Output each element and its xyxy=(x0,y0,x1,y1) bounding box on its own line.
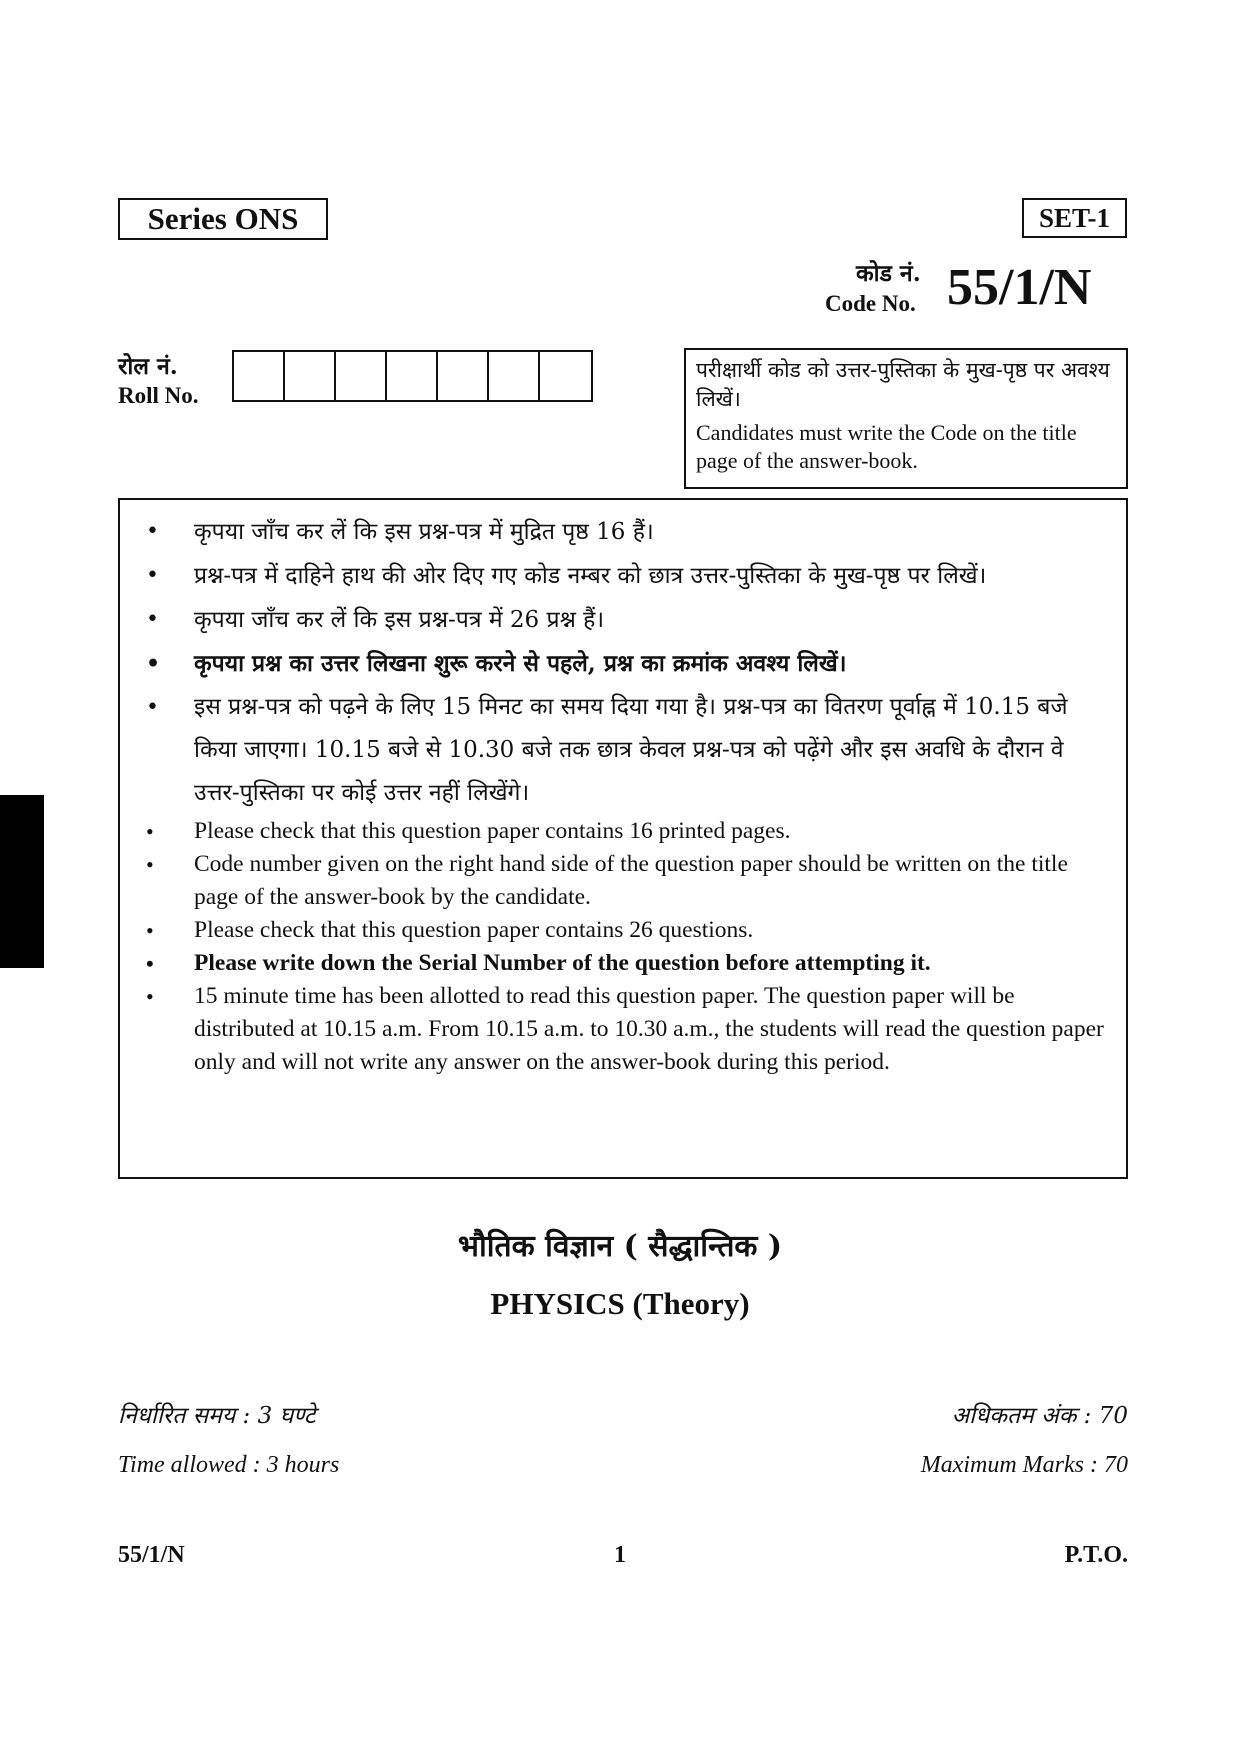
code-number: 55/1/N xyxy=(947,259,1092,316)
instruction-hi-1: • कृपया जाँच कर लें कि इस प्रश्न-पत्र में मुद्रित पृष्ठ 16 हैं। xyxy=(146,519,654,545)
roll-digit-box[interactable] xyxy=(387,352,438,400)
code-label-hindi: कोड नं. xyxy=(856,260,921,287)
instruction-hi-2: • प्रश्न-पत्र में दाहिने हाथ की ओर दिए गए कोड नम्बर को छात्र उत्तर-पुस्तिका के मुख-पृष्ठ पर लिखें। xyxy=(146,563,987,589)
code-note-english: Candidates must write the Code on the title page of the answer-book. xyxy=(696,420,1077,473)
series-label: Series ONS xyxy=(118,198,328,240)
set-label: SET-1 xyxy=(1022,198,1127,238)
instructions-box xyxy=(118,498,1128,1179)
code-instruction-box xyxy=(684,348,1128,489)
side-black-bar xyxy=(0,795,44,968)
instruction-en-1: • Please check that this question paper contains 16 printed pages. xyxy=(146,818,791,844)
roll-digit-box[interactable] xyxy=(336,352,387,400)
max-marks-english: Maximum Marks : 70 xyxy=(920,1452,1128,1478)
subject-title-hindi: भौतिक विज्ञान ( सैद्धान्तिक ) xyxy=(457,1229,783,1264)
page-number: 1 xyxy=(614,1542,626,1568)
time-allowed-english: Time allowed : 3 hours xyxy=(118,1452,340,1478)
instruction-en-3: • Please check that this question paper contains 26 questions. xyxy=(146,917,754,943)
instruction-hi-4: • कृपया प्रश्न का उत्तर लिखना शुरू करने से पहले, प्रश्न का क्रमांक अवश्य लिखें। xyxy=(146,650,847,677)
max-marks-hindi: अधिकतम अंक : 70 xyxy=(951,1403,1128,1429)
code-note-hindi: परीक्षार्थी कोड को उत्तर-पुस्तिका के मुख-पृष्ठ पर अवश्य लिखें। xyxy=(696,358,1110,411)
footer-code: 55/1/N xyxy=(118,1542,185,1568)
roll-digit-box[interactable] xyxy=(285,352,336,400)
roll-number-boxes[interactable] xyxy=(232,350,593,402)
subject-title-english: PHYSICS (Theory) xyxy=(490,1286,750,1321)
roll-label-hindi: रोल नं. xyxy=(118,353,178,380)
instruction-en-5: • 15 minute time has been allotted to read this question paper. The question paper will be distributed at 10.15 a.m. From 10.15 a.m. to 10.30 a.m., the students will read the question paper only and will not write any answer on the answer-book during this period. xyxy=(146,983,1104,1075)
instruction-hi-5: • इस प्रश्न-पत्र को पढ़ने के लिए 15 मिनट का समय दिया गया है। प्रश्न-पत्र का वितरण पूर्वाह्न में 10.15 बजे किया जाएगा। 10.15 बजे से 10.30 बजे तक छात्र केवल प्रश्न-पत्र को पढ़ेंगे और इस अवधि के दौरान वे उत्तर-पुस्तिका पर कोई उत्तर नहीं लिखेंगे। xyxy=(146,694,1068,806)
roll-label-english: Roll No. xyxy=(118,383,199,408)
instruction-en-2: • Code number given on the right hand side of the question paper should be written on the title page of the answer-book by the candidate. xyxy=(146,851,1068,910)
roll-digit-box[interactable] xyxy=(540,352,591,400)
pto-label: P.T.O. xyxy=(1064,1542,1128,1568)
roll-digit-box[interactable] xyxy=(489,352,540,400)
roll-digit-box[interactable] xyxy=(438,352,489,400)
instruction-en-4: • Please write down the Serial Number of the question before attempting it. xyxy=(146,950,931,976)
roll-digit-box[interactable] xyxy=(234,352,285,400)
code-label-english: Code No. xyxy=(825,291,916,316)
instruction-hi-3: • कृपया जाँच कर लें कि इस प्रश्न-पत्र में 26 प्रश्न हैं। xyxy=(146,607,605,633)
time-allowed-hindi: निर्धारित समय : 3 घण्टे xyxy=(118,1403,316,1429)
